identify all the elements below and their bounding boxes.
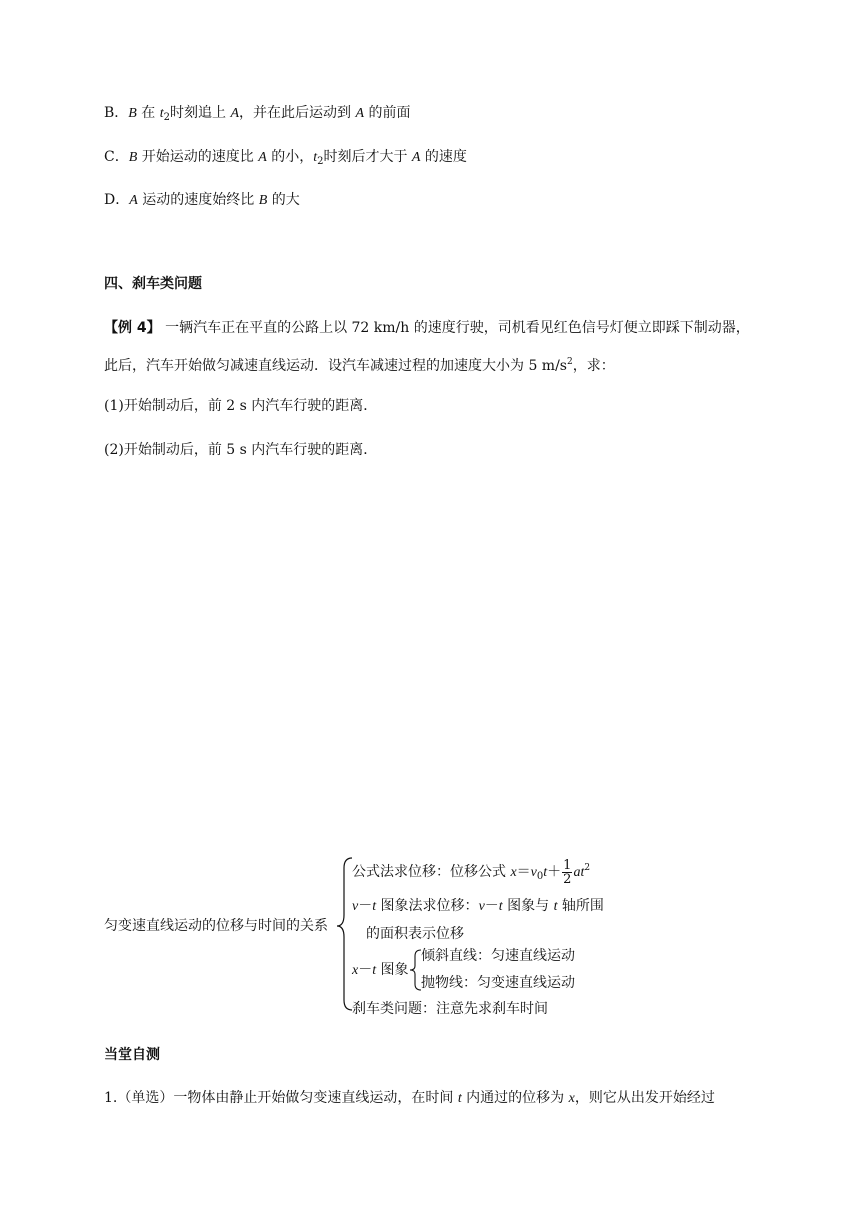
example-line-2: 此后，汽车开始做匀减速直线运动．设汽车减速过程的加速度大小为 5 $m/s^2$，求： [104, 357, 615, 374]
summary-root: 匀变速直线运动的位移与时间的关系 [104, 918, 328, 934]
example-question-1: (1)开始制动后，前 2 s 内汽车行驶的距离． [104, 398, 378, 414]
summary-branch-braking: 刹车类问题：注意先求刹车时间 [352, 1001, 548, 1017]
option-d: D．A 运动的速度始终比 B 的大 [104, 192, 300, 208]
example-tag: 【例 4】 [104, 320, 161, 336]
small-brace [410, 950, 421, 990]
selftest-heading: 当堂自测 [104, 1047, 160, 1063]
summary-branch-vt-line2: 的面积表示位移 [366, 926, 464, 942]
summary-branch-formula: 公式法求位移：位移公式 $x=v_0t+$ $\frac{1}{2}$ $at^2$ [352, 857, 591, 887]
option-b: B．B 在 $t_2$时刻追上 A，并在此后运动到 A 的前面 [104, 105, 411, 123]
option-c: C．B 开始运动的速度比 A 的小，$t_2$时刻后才大于 A 的速度 [104, 149, 467, 167]
section-heading: 四、刹车类问题 [104, 276, 202, 292]
example-question-2: (2)开始制动后，前 5 s 内汽车行驶的距离． [104, 442, 378, 458]
summary-branch-xt: x－t 图象 [352, 962, 409, 978]
summary-branch-vt: v－t 图象法求位移：v－t 图象与 t 轴所围 [352, 898, 604, 914]
summary-xt-parabola: 抛物线：匀变速直线运动 [421, 975, 575, 991]
example-line-1: 【例 4】 一辆汽车正在平直的公路上以 72 km/h 的速度行驶，司机看见红色信号灯便立即踩下制动器， [104, 320, 750, 336]
fraction-half: $\frac{1}{2}$ [563, 857, 572, 887]
big-brace [337, 858, 352, 1010]
summary-xt-linear: 倾斜直线：匀速直线运动 [421, 948, 575, 964]
selftest-question-1: 1.（单选）一物体由静止开始做匀变速直线运动，在时间 t 内通过的位移为 x，则它从出发开始经过 [104, 1090, 715, 1106]
